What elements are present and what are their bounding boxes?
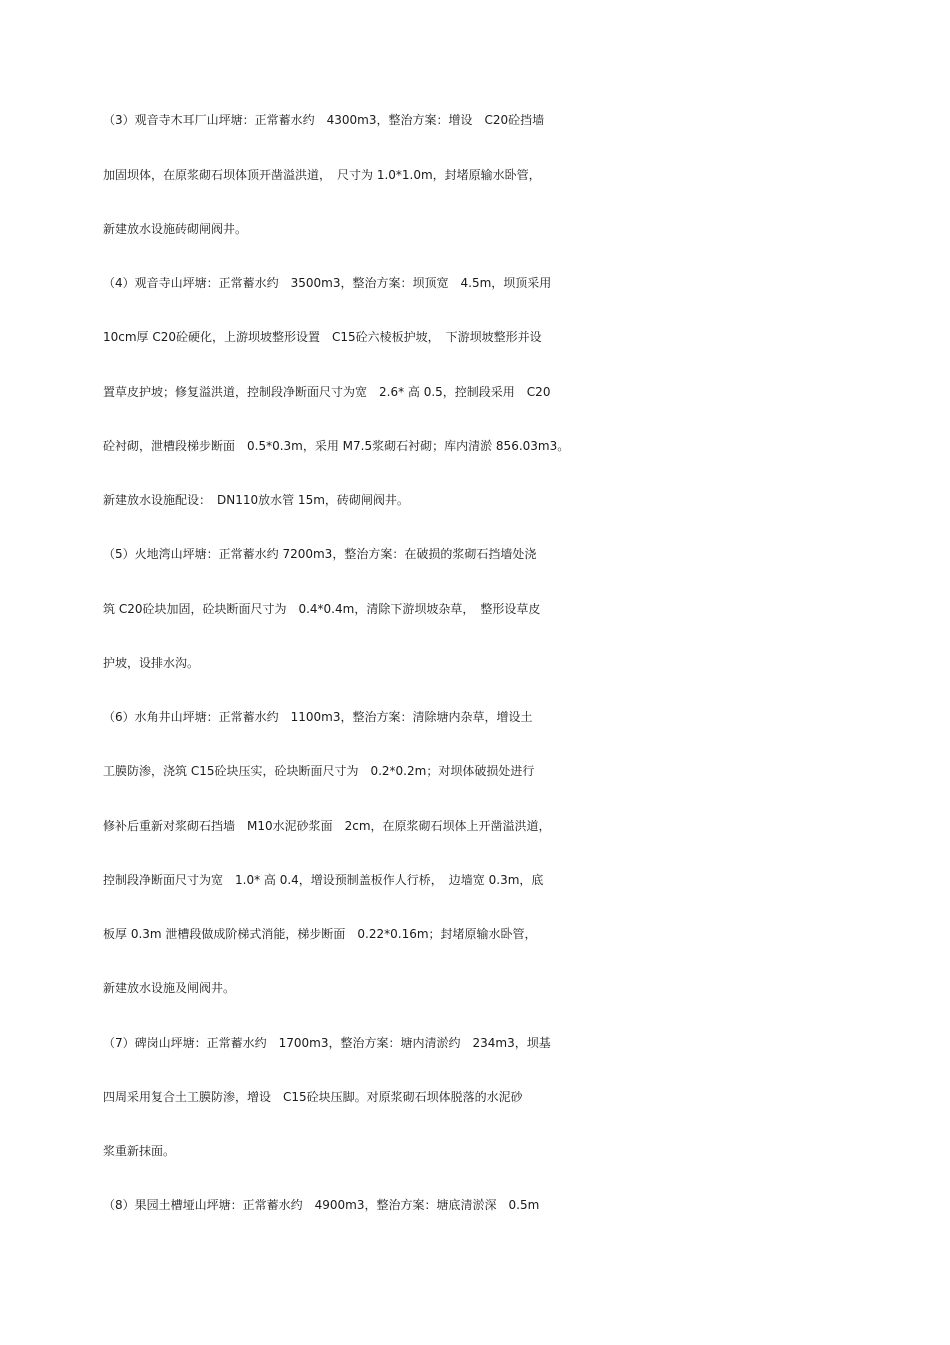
text-line: （6）水角井山坪塘：正常蓄水约 1100m3，整治方案：清除塘内杂草，增设土 <box>103 710 533 724</box>
text-line: 四周采用复合土工膜防渗，增设 C15砼块压脚。对原浆砌石坝体脱落的水泥砂 <box>103 1090 523 1104</box>
text-line: 置草皮护坡；修复溢洪道，控制段净断面尺寸为宽 2.6* 高 0.5，控制段采用 C20 <box>103 385 551 399</box>
text-line: （4）观音寺山坪塘：正常蓄水约 3500m3，整治方案：坝顶宽 4.5m，坝顶采用 <box>103 276 552 290</box>
text-line: （3）观音寺木耳厂山坪塘：正常蓄水约 4300m3，整治方案：增设 C20砼挡墙 <box>103 113 545 127</box>
text-line: 浆重新抹面。 <box>103 1144 176 1158</box>
text-line: 新建放水设施及闸阀井。 <box>103 981 236 995</box>
text-line: 控制段净断面尺寸为宽 1.0* 高 0.4，增设预制盖板作人行桥， 边墙宽 0.3m，底 <box>103 873 544 887</box>
text-line: 修补后重新对浆砌石挡墙 M10水泥砂浆面 2cm，在原浆砌石坝体上开凿溢洪道， <box>103 819 551 833</box>
text-line: 加固坝体，在原浆砌石坝体顶开凿溢洪道， 尺寸为 1.0*1.0m，封堵原输水卧管， <box>103 168 541 182</box>
text-line: 板厚 0.3m 泄槽段做成阶梯式消能，梯步断面 0.22*0.16m；封堵原输水卧管， <box>103 927 537 941</box>
text-line: 新建放水设施配设： DN110放水管 15m，砖砌闸阀井。 <box>103 493 409 507</box>
text-line: 筑 C20砼块加固，砼块断面尺寸为 0.4*0.4m，清除下游坝坡杂草， 整形设草皮 <box>103 602 541 616</box>
text-line: 砼衬砌，泄槽段梯步断面 0.5*0.3m，采用 M7.5浆砌石衬砌；库内清淤 856.03m3。 <box>103 439 570 453</box>
text-line: （8）果园土槽垭山坪塘：正常蓄水约 4900m3，整治方案：塘底清淤深 0.5m <box>103 1198 540 1212</box>
text-line: 10cm厚 C20砼硬化，上游坝坡整形设置 C15砼六棱板护坡， 下游坝坡整形并设 <box>103 330 542 344</box>
text-line: （5）火地湾山坪塘：正常蓄水约 7200m3，整治方案：在破损的浆砌石挡墙处浇 <box>103 547 537 561</box>
text-line: （7）碑岗山坪塘：正常蓄水约 1700m3，整治方案：塘内清淤约 234m3，坝基 <box>103 1036 551 1050</box>
text-line: 护坡，设排水沟。 <box>103 656 200 670</box>
text-line: 新建放水设施砖砌闸阀井。 <box>103 222 248 236</box>
text-line: 工膜防渗，浇筑 C15砼块压实，砼块断面尺寸为 0.2*0.2m；对坝体破损处进行 <box>103 764 535 778</box>
